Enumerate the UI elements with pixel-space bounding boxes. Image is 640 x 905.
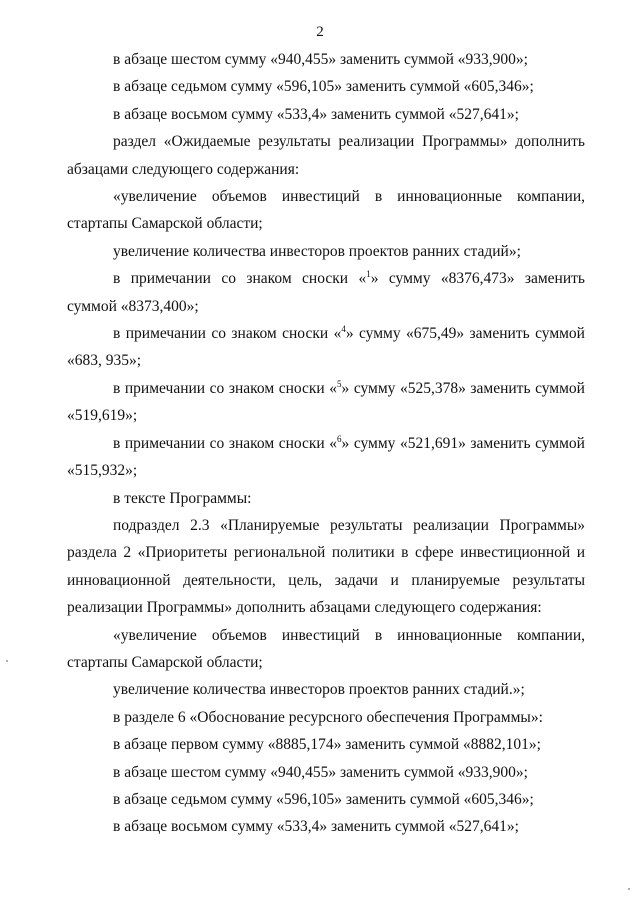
paragraph: в тексте Программы: xyxy=(113,489,252,507)
paragraph-text: » сумму «675,49» заменить суммой «683, 935»; xyxy=(67,325,585,370)
paragraph: в абзаце восьмом сумму «533,4» заменить суммой «527,641»; xyxy=(113,818,519,836)
footnote-mark: 5 xyxy=(337,378,342,389)
scan-speck xyxy=(6,660,8,662)
paragraph: увеличение количества инвесторов проектов ранних стадий»; xyxy=(113,242,521,260)
paragraph-text: » сумму «525,378» заменить суммой «519,619»; xyxy=(67,379,585,425)
paragraph: в абзаце восьмом сумму «533,4» заменить суммой «527,641»; xyxy=(113,105,519,123)
footnote-paragraph xyxy=(67,320,585,375)
paragraph: в абзаце седьмом сумму «596,105» заменить суммой «605,346»; xyxy=(113,78,534,96)
footnote-paragraph xyxy=(67,430,585,485)
footnote-paragraph xyxy=(67,375,585,430)
paragraph-text: » сумму «521,691» заменить суммой «515,932»; xyxy=(67,434,585,480)
paragraph: в разделе 6 «Обоснование ресурсного обеспечения Программы»: xyxy=(113,708,543,726)
paragraph: «увеличение объемов инвестиций в инновационные компании, стартапы Самарской области; xyxy=(67,188,585,233)
footnote-mark: 4 xyxy=(341,323,346,334)
paragraph: в абзаце шестом сумму «940,455» заменить суммой «933,900»; xyxy=(113,763,528,781)
paragraph: «увеличение объемов инвестиций в инновационные компании, стартапы Самарской области; xyxy=(67,626,585,671)
document-body xyxy=(67,46,585,841)
footnote-paragraph xyxy=(67,265,585,320)
paragraph-text: в примечании со знаком сноски « xyxy=(113,270,367,288)
paragraph: раздел «Ожидаемые результаты реализации Программы» дополнить абзацами следующего содержания: xyxy=(67,133,585,178)
page-number: 2 xyxy=(316,24,324,40)
paragraph: в абзаце шестом сумму «940,455» заменить суммой «933,900»; xyxy=(113,51,528,68)
paragraph: в абзаце седьмом сумму «596,105» заменить суммой «605,346»; xyxy=(113,790,534,808)
paragraph-text: в примечании со знаком сноски « xyxy=(113,379,338,397)
paragraph: увеличение количества инвесторов проектов ранних стадий.»; xyxy=(113,681,525,699)
paragraph: подраздел 2.3 «Планируемые результаты реализации Программы» раздела 2 «Приоритеты региональной политики в сфере инвестиционной и инновационной деятельности, цель, задачи и планируемые результаты реализации Программы» дополнить абзацами следующего содержания: xyxy=(67,516,585,617)
scan-speck xyxy=(628,888,630,890)
footnote-mark: 1 xyxy=(366,269,371,280)
paragraph-text: в примечании со знаком сноски « xyxy=(113,434,338,452)
paragraph-text: в примечании со знаком сноски « xyxy=(113,325,342,343)
footnote-mark: 6 xyxy=(337,433,342,444)
paragraph: в абзаце первом сумму «8885,174» заменить суммой «8882,101»; xyxy=(113,736,541,754)
paragraph-text: » сумму «8376,473» заменить суммой «8373,400»; xyxy=(67,270,585,315)
